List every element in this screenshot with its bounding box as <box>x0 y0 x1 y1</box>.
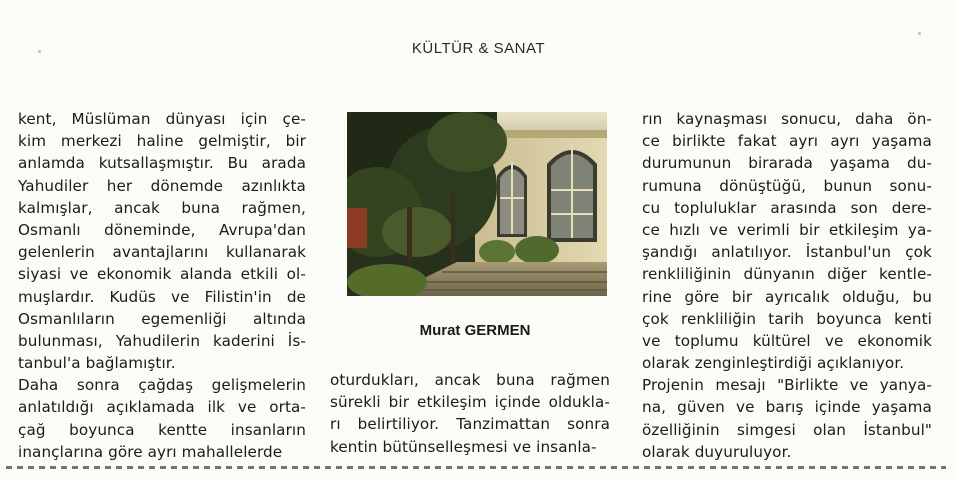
photo-credit: Murat GERMEN <box>419 322 531 339</box>
text-line: tanbul'a bağlamıştır. <box>18 354 176 373</box>
text-line: rumuna dönüştüğü, bunun sonu- <box>642 176 932 195</box>
page-bottom-rule <box>6 466 946 469</box>
text-line: Projenin mesajı "Birlikte ve yanya- <box>642 376 932 395</box>
text-line: kent, Müslüman dünyası için çe- <box>18 110 306 128</box>
text-line: kalmışlar, ancak buna rağmen, <box>18 198 306 217</box>
text-line: kentin bütünselleşmesi ve insanla- <box>330 437 597 456</box>
garden-building-image <box>347 112 607 296</box>
text-line: çok renkliliğin tarih boyunca kenti <box>642 309 932 328</box>
left-text-column <box>18 108 306 463</box>
text-line: ce birlikte fakat ayrı ayrı yaşama <box>642 132 932 151</box>
paper-speck <box>38 50 41 53</box>
text-line: muşlardır. Kudüs ve Filistin'in de <box>18 287 306 306</box>
text-line: anlatıldığı açıklamada ilk ve orta- <box>18 398 306 417</box>
text-line: durumunun birarada yaşama du- <box>642 154 932 173</box>
building-photo <box>347 112 607 296</box>
text-line: olarak duyuruluyor. <box>642 442 792 461</box>
text-line: rine göre bir ayrıcalık olduğu, bu <box>642 287 932 306</box>
text-line: çağ boyunca kentte insanların <box>18 420 306 439</box>
text-line: Osmanlı döneminde, Avrupa'dan <box>18 220 306 239</box>
text-line: rı belirtiliyor. Tanzimattan sonra <box>330 415 610 434</box>
text-line: inançlarına göre ayrı mahallelerde <box>18 442 283 461</box>
text-line: özelliğinin simgesi olan İstanbul" <box>642 420 932 439</box>
text-line: Daha sonra çağdaş gelişmelerin <box>18 376 306 395</box>
text-line: ve toplumu kültürel ve ekonomik <box>642 331 932 350</box>
text-line: renkliliğinin dünyanın diğer kentle- <box>642 265 932 284</box>
text-line: siyasi ve ekonomik alanda etkili ol- <box>18 265 306 284</box>
paper-speck <box>918 32 921 35</box>
text-line: cu topluluklar arasında son dere- <box>642 198 932 217</box>
text-line: oturdukları, ancak buna rağmen <box>330 371 610 389</box>
text-line: Osmanlıların egemenliği altında <box>18 309 306 328</box>
text-line: bulunması, Yahudilerin kaderini İs- <box>18 331 306 350</box>
text-line: rın kaynaşması sonucu, daha ön- <box>642 110 932 128</box>
text-line: sürekli bir etkileşim içinde oldukla- <box>330 393 610 412</box>
text-line: kim merkezi haline gelmiştir, bir <box>18 132 306 151</box>
text-line: Yahudiler her dönemde azınlıkta <box>18 176 306 195</box>
text-line: gelenlerin avantajlarını kullanarak <box>18 243 306 262</box>
text-line: ce hızlı ve verimli bir etkileşim ya- <box>642 220 932 239</box>
middle-text-column <box>330 369 610 458</box>
text-line: anlamda kutsallaşmıştır. Bu arada <box>18 154 306 173</box>
text-line: na, güven ve barış içinde yaşama <box>642 398 932 417</box>
right-text-column <box>642 108 932 463</box>
text-line: olarak zenginleştirdiği açıklanıyor. <box>642 354 905 373</box>
section-header: KÜLTÜR & SANAT <box>411 40 546 57</box>
text-line: şandığı anlatılıyor. İstanbul'un çok <box>642 243 932 262</box>
